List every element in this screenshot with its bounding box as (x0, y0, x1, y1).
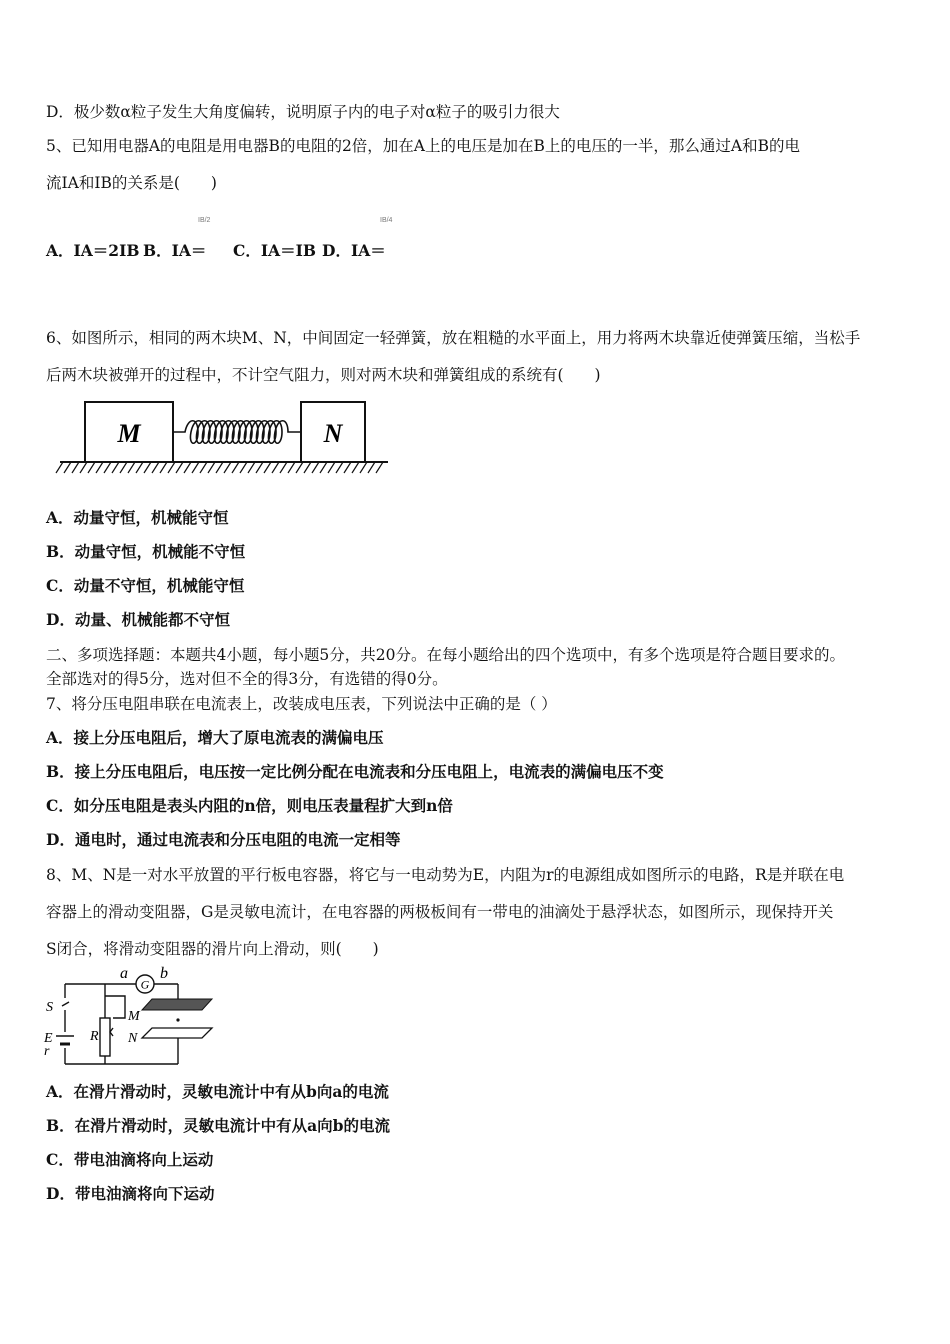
plate-m (142, 999, 212, 1010)
q4-option-d: D．极少数α粒子发生大角度偏转，说明原子内的电子对α粒子的吸引力很大 (46, 103, 560, 121)
hatch-mark (136, 462, 143, 473)
q6-option-d: D．动量、机械能都不守恒 (46, 610, 230, 629)
section2-heading-line1: 二、多项选择题：本题共4小题，每小题5分，共20分。在每小题给出的四个选项中，有多个选项是符合题目要求的。 (46, 646, 845, 664)
q8-option-b: B．在滑片滑动时，灵敏电流计中有从a向b的电流 (46, 1116, 390, 1135)
q5-option-b: B．IA＝ (143, 241, 207, 260)
q8-option-a: A．在滑片滑动时，灵敏电流计中有从b向a的电流 (46, 1082, 389, 1101)
hatch-mark (368, 462, 375, 473)
hatch-mark (304, 462, 311, 473)
label-r-variable: R (90, 1029, 99, 1044)
spring-coil (173, 421, 301, 444)
q7-option-c: C．如分压电阻是表头内阻的n倍，则电压表量程扩大到n倍 (46, 796, 453, 815)
hatch-mark (248, 462, 255, 473)
q7-stem: 7、将分压电阻串联在电流表上，改装成电压表，下列说法中正确的是（ ） (46, 695, 557, 713)
block-m-label: M (117, 419, 141, 448)
q5-option-c: C．IA＝IB (233, 241, 316, 260)
q6-option-c: C．动量不守恒，机械能守恒 (46, 576, 245, 595)
hatch-mark (288, 462, 295, 473)
hatch-mark (176, 462, 183, 473)
hatch-mark (344, 462, 351, 473)
label-r-internal: r (44, 1044, 50, 1059)
q5-stem-line1: 5、已知用电器A的电阻是用电器B的电阻的2倍，加在A上的电压是加在B上的电压的一半，那么通过A和B的电 (46, 137, 800, 155)
hatch-mark (280, 462, 287, 473)
hatch-mark (80, 462, 87, 473)
q7-option-d: D．通电时，通过电流表和分压电阻的电流一定相等 (46, 830, 401, 849)
label-e: E (44, 1031, 53, 1046)
hatch-mark (240, 462, 247, 473)
q7-option-a: A．接上分压电阻后，增大了原电流表的满偏电压 (46, 728, 384, 747)
q5-option-d: D．IA＝ (322, 241, 386, 260)
hatch-mark (192, 462, 199, 473)
hatch-mark (256, 462, 263, 473)
hatch-mark (88, 462, 95, 473)
q5-stem-line2: 流IA和IB的关系是( ) (46, 174, 217, 192)
q6-option-b: B．动量守恒，机械能不守恒 (46, 542, 246, 561)
q8-option-c: C．带电油滴将向上运动 (46, 1150, 214, 1169)
q6-stem-line2: 后两木块被弹开的过程中，不计空气阻力，则对两木块和弹簧组成的系统有( ) (46, 366, 601, 384)
hatch-mark (104, 462, 111, 473)
hatch-mark (120, 462, 127, 473)
hatch-mark (152, 462, 159, 473)
hatch-mark (56, 462, 63, 473)
label-b: b (160, 966, 168, 982)
oil-drop (176, 1018, 179, 1021)
hatch-mark (216, 462, 223, 473)
block-n-label: N (323, 419, 343, 448)
label-s: S (46, 1000, 53, 1015)
rheostat-body (100, 1018, 110, 1056)
hatch-mark (336, 462, 343, 473)
hatch-mark (296, 462, 303, 473)
q7-option-b: B．接上分压电阻后，电压按一定比例分配在电流表和分压电阻上，电流表的满偏电压不变 (46, 762, 664, 781)
label-a: a (120, 966, 128, 982)
section2-heading-line2: 全部选对的得5分，选对但不全的得3分，有选错的得0分。 (46, 670, 448, 688)
label-m: M (128, 1009, 140, 1024)
q8-option-d: D．带电油滴将向下运动 (46, 1184, 215, 1203)
hatch-mark (232, 462, 239, 473)
hatch-mark (200, 462, 207, 473)
hatch-mark (320, 462, 327, 473)
plate-n (142, 1028, 212, 1038)
galvanometer-label: G (140, 977, 150, 992)
hatch-mark (312, 462, 319, 473)
hatch-mark (208, 462, 215, 473)
q8-stem-line3: S闭合，将滑动变阻器的滑片向上滑动，则( ) (46, 940, 379, 958)
q8-circuit-figure (40, 966, 230, 1072)
hatch-mark (112, 462, 119, 473)
hatch-mark (360, 462, 367, 473)
hatch-mark (96, 462, 103, 473)
hatch-mark (352, 462, 359, 473)
hatch-mark (272, 462, 279, 473)
q6-stem-line1: 6、如图所示，相同的两木块M、N，中间固定一轻弹簧，放在粗糙的水平面上，用力将两木块靠近使弹簧压缩，当松手 (46, 329, 861, 347)
hatch-mark (224, 462, 231, 473)
q5-frac-b: IB/2 (198, 217, 211, 224)
q6-spring-blocks-figure (55, 395, 395, 475)
ground-hatch (56, 462, 388, 473)
q8-stem-line1: 8、M、N是一对水平放置的平行板电容器，将它与一电动势为E，内阻为r的电源组成如图所示的电路，R是并联在电 (46, 866, 845, 884)
hatch-mark (72, 462, 79, 473)
hatch-mark (128, 462, 135, 473)
label-n: N (128, 1031, 138, 1046)
q5-option-a: A．IA＝2IB (46, 241, 140, 260)
hatch-mark (64, 462, 71, 473)
hatch-mark (264, 462, 271, 473)
hatch-mark (160, 462, 167, 473)
q8-stem-line2: 容器上的滑动变阻器，G是灵敏电流计，在电容器的两极板间有一带电的油滴处于悬浮状态，如图所示，现保持开关 (46, 903, 834, 921)
q5-frac-d: IB/4 (380, 217, 393, 224)
hatch-mark (168, 462, 175, 473)
q6-option-a: A．动量守恒，机械能守恒 (46, 508, 229, 527)
hatch-mark (184, 462, 191, 473)
hatch-mark (328, 462, 335, 473)
hatch-mark (376, 462, 383, 473)
hatch-mark (144, 462, 151, 473)
